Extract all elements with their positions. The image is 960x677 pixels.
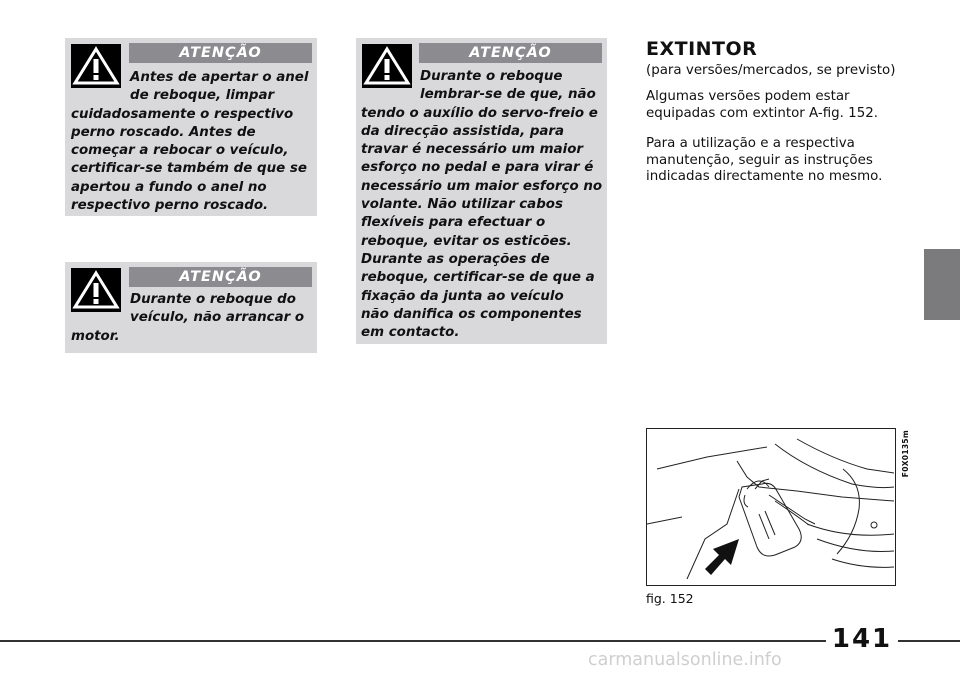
- watermark: carmanualsonline.info: [588, 650, 782, 670]
- footer-rule: [0, 640, 960, 642]
- warning-heading: ATENÇÃO: [419, 43, 602, 63]
- warning-heading: ATENÇÃO: [129, 43, 312, 63]
- section-subtitle: (para versões/mercados, se previsto): [646, 63, 896, 78]
- paragraph-versions: Algumas versões podem estar equipadas com extintor A-fig. 152.: [646, 89, 878, 121]
- warning-text: Durante o reboque do veículo, não arrancar o motor.: [71, 292, 305, 344]
- warning-text: Durante o reboque lembrar-se de que, não tendo o auxílio do servo-freio e da direcção assistida, para travar é necessário um maior esforço no pedal e para virar é necessário um maior esforço no volante. Não utilizar cabos flexíveis para efectuar o reboque, evitar os esticões. Durante as operações de reboque, certificar-se de que a fixação da junta ao veículo não danifica os componentes em contacto.: [361, 69, 603, 341]
- warning-heading: ATENÇÃO: [129, 267, 312, 287]
- chapter-tab-marker: [924, 249, 960, 320]
- warning-box-reboque-anel: [65, 38, 317, 216]
- warning-box-reboque-servo: [356, 38, 607, 344]
- warning-text: Antes de apertar o anel de reboque, limpar cuidadosamente o respectivo perno roscado. Antes de começar a rebocar o veículo, certificar-se também de que se apertou a fundo o anel no respectivo perno roscado.: [71, 70, 309, 214]
- fire-extinguisher-illustration-icon: [647, 429, 894, 584]
- figure-caption: fig. 152: [646, 591, 694, 606]
- paragraph-usage: Para a utilização e a respectiva manutenção, seguir as instruções indicadas directamente no mesmo.: [646, 136, 883, 184]
- page-number: 141: [826, 624, 898, 654]
- figure-code: F0X0135m: [901, 430, 910, 478]
- section-title: EXTINTOR: [646, 38, 758, 60]
- figure-extinguisher: [646, 428, 896, 586]
- warning-box-motor: [65, 262, 317, 353]
